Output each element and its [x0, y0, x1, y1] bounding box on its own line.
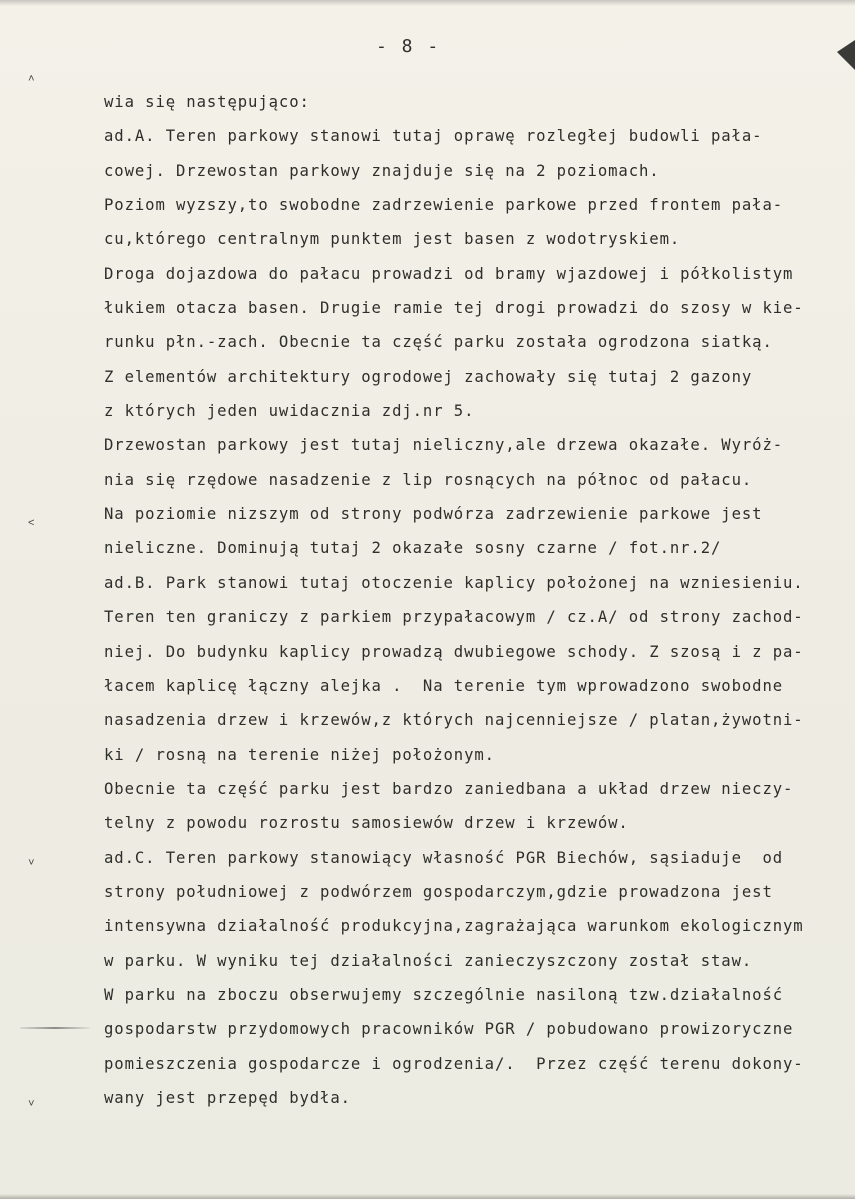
margin-tick-mark: ˅ [28, 1097, 35, 1110]
text-line: ad.A. Teren parkowy stanowi tutaj oprawę rozległej budowli pała- [104, 127, 763, 146]
margin-tick-mark: ˄ [28, 72, 35, 85]
text-line: Na poziomie nizszym od strony podwórza zadrzewienie parkowe jest [104, 505, 763, 524]
text-line: strony południowej z podwórzem gospodarczym,gdzie prowadzona jest [104, 882, 773, 901]
text-line: pomieszczenia gospodarcze i ogrodzenia/. Przez część terenu dokony- [104, 1054, 804, 1073]
margin-tick-mark: ˂ [28, 516, 35, 529]
text-line: z których jeden uwidacznia zdj.nr 5. [104, 402, 475, 421]
text-line: intensywna działalność produkcyjna,zagrażająca warunkom ekologicznym [104, 917, 804, 936]
page-bottom-edge-shadow [0, 1194, 855, 1199]
text-line: ad.C. Teren parkowy stanowiący własność PGR Biechów, sąsiaduje od [104, 848, 784, 867]
page-number: - 8 - [376, 36, 441, 57]
corner-fold-mark [837, 40, 855, 70]
text-line: telny z powodu rozrostu samosiewów drzew i krzewów. [104, 814, 629, 833]
body-text [104, 89, 839, 1119]
text-line: runku płn.-zach. Obecnie ta część parku została ogrodzona siatką. [104, 333, 773, 352]
text-line: nieliczne. Dominują tutaj 2 okazałe sosny czarne / fot.nr.2/ [104, 539, 722, 558]
text-line: Poziom wyzszy,to swobodne zadrzewienie parkowe przed frontem pała- [104, 196, 784, 215]
text-line: nasadzenia drzew i krzewów,z których najcenniejsze / platan,żywotni- [104, 711, 804, 730]
text-line: wany jest przepęd bydła. [104, 1088, 351, 1107]
text-line: W parku na zboczu obserwujemy szczególnie nasiloną tzw.działalność [104, 985, 784, 1004]
text-line: gospodarstw przydomowych pracowników PGR / pobudowano prowizoryczne [104, 1020, 794, 1039]
text-line: łukiem otacza basen. Drugie ramie tej drogi prowadzi do szosy w kie- [104, 299, 804, 318]
text-line: Obecnie ta część parku jest bardzo zaniedbana a układ drzew nieczy- [104, 779, 794, 798]
text-line: Drzewostan parkowy jest tutaj nieliczny,ale drzewa okazałe. Wyróż- [104, 436, 784, 455]
text-line: Z elementów architektury ogrodowej zachowały się tutaj 2 gazony [104, 367, 753, 386]
page-top-edge-shadow [0, 0, 855, 6]
text-line: łacem kaplicę łączny alejka . Na terenie tym wprowadzono swobodne [104, 676, 784, 695]
text-line: wia się następująco: [104, 93, 310, 111]
text-line: Teren ten graniczy z parkiem przypałacowym / cz.A/ od strony zachod- [104, 608, 804, 627]
margin-smudge [20, 1027, 90, 1029]
text-line: niej. Do budynku kaplicy prowadzą dwubiegowe schody. Z szosą i z pa- [104, 642, 804, 661]
text-line: ki / rosną na terenie niżej położonym. [104, 745, 495, 764]
text-line: Droga dojazdowa do pałacu prowadzi od bramy wjazdowej i półkolistym [104, 264, 794, 283]
margin-tick-mark: ˅ [28, 856, 35, 869]
text-line: nia się rzędowe nasadzenie z lip rosnących na północ od pałacu. [104, 470, 753, 489]
text-line: cowej. Drzewostan parkowy znajduje się na 2 poziomach. [104, 161, 660, 180]
text-line: cu,którego centralnym punktem jest basen z wodotryskiem. [104, 230, 681, 249]
text-line: w parku. W wyniku tej działalności zanieczyszczony został staw. [104, 951, 753, 970]
text-line: ad.B. Park stanowi tutaj otoczenie kaplicy położonej na wzniesieniu. [104, 573, 804, 592]
